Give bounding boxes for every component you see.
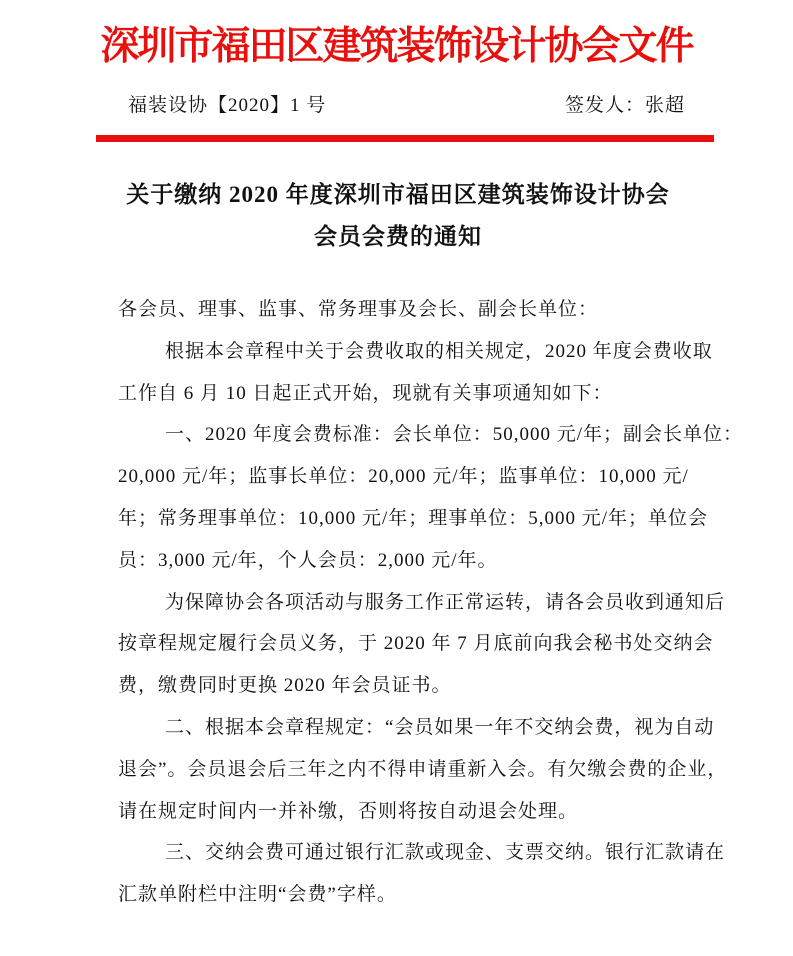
body-line: 二、根据本会章程规定：“会员如果一年不交纳会费，视为自动: [165, 716, 715, 738]
body-line: 20,000 元/年；监事长单位：20,000 元/年；监事单位：10,000 元/: [118, 466, 689, 488]
body-line: 请在规定时间内一并补缴，否则将按自动退会处理。: [118, 800, 579, 822]
body-line: 工作自 6 月 10 日起正式开始，现就有关事项通知如下：: [118, 382, 613, 404]
document-title-line2: 会员会费的通知: [314, 224, 482, 249]
body-line: 三、交纳会费可通过银行汇款或现金、支票交纳。银行汇款请在: [165, 842, 726, 864]
issuer-label: 签发人：张超: [564, 95, 685, 116]
document-title-line1: 关于缴纳 2020 年度深圳市福田区建筑装饰设计协会: [126, 182, 670, 207]
body-line: 一、2020 年度会费标准：会长单位：50,000 元/年；副会长单位：: [165, 424, 744, 446]
body-line: 退会”。会员退会后三年之内不得申请重新入会。有欠缴会费的企业，: [118, 758, 728, 780]
document-body: [118, 289, 744, 916]
doc-meta-row: [128, 95, 685, 117]
body-line: 根据本会章程中关于会费收取的相关规定，2020 年度会费收取: [165, 340, 713, 362]
body-line: 年；常务理事单位：10,000 元/年；理事单位：5,000 元/年；单位会: [118, 507, 709, 529]
body-line: 为保障协会各项活动与服务工作正常运转，请各会员收到通知后: [165, 591, 726, 613]
body-line: 费，缴费同时更换 2020 年会员证书。: [118, 675, 452, 697]
red-separator-line: [96, 135, 714, 142]
document-title: [118, 174, 678, 258]
body-line: 按章程规定履行会员义务，于 2020 年 7 月底前向我会秘书处交纳会: [118, 633, 714, 655]
body-line-salutation: 各会员、理事、监事、常务理事及会长、副会长单位：: [118, 299, 599, 320]
doc-number: 福装设协【2020】1 号: [128, 95, 327, 116]
body-line: 员：3,000 元/年，个人会员：2,000 元/年。: [118, 549, 498, 571]
org-header-title: 深圳市福田区建筑装饰设计协会文件: [100, 25, 693, 68]
body-line: 汇款单附栏中注明“会费”字样。: [118, 884, 397, 906]
